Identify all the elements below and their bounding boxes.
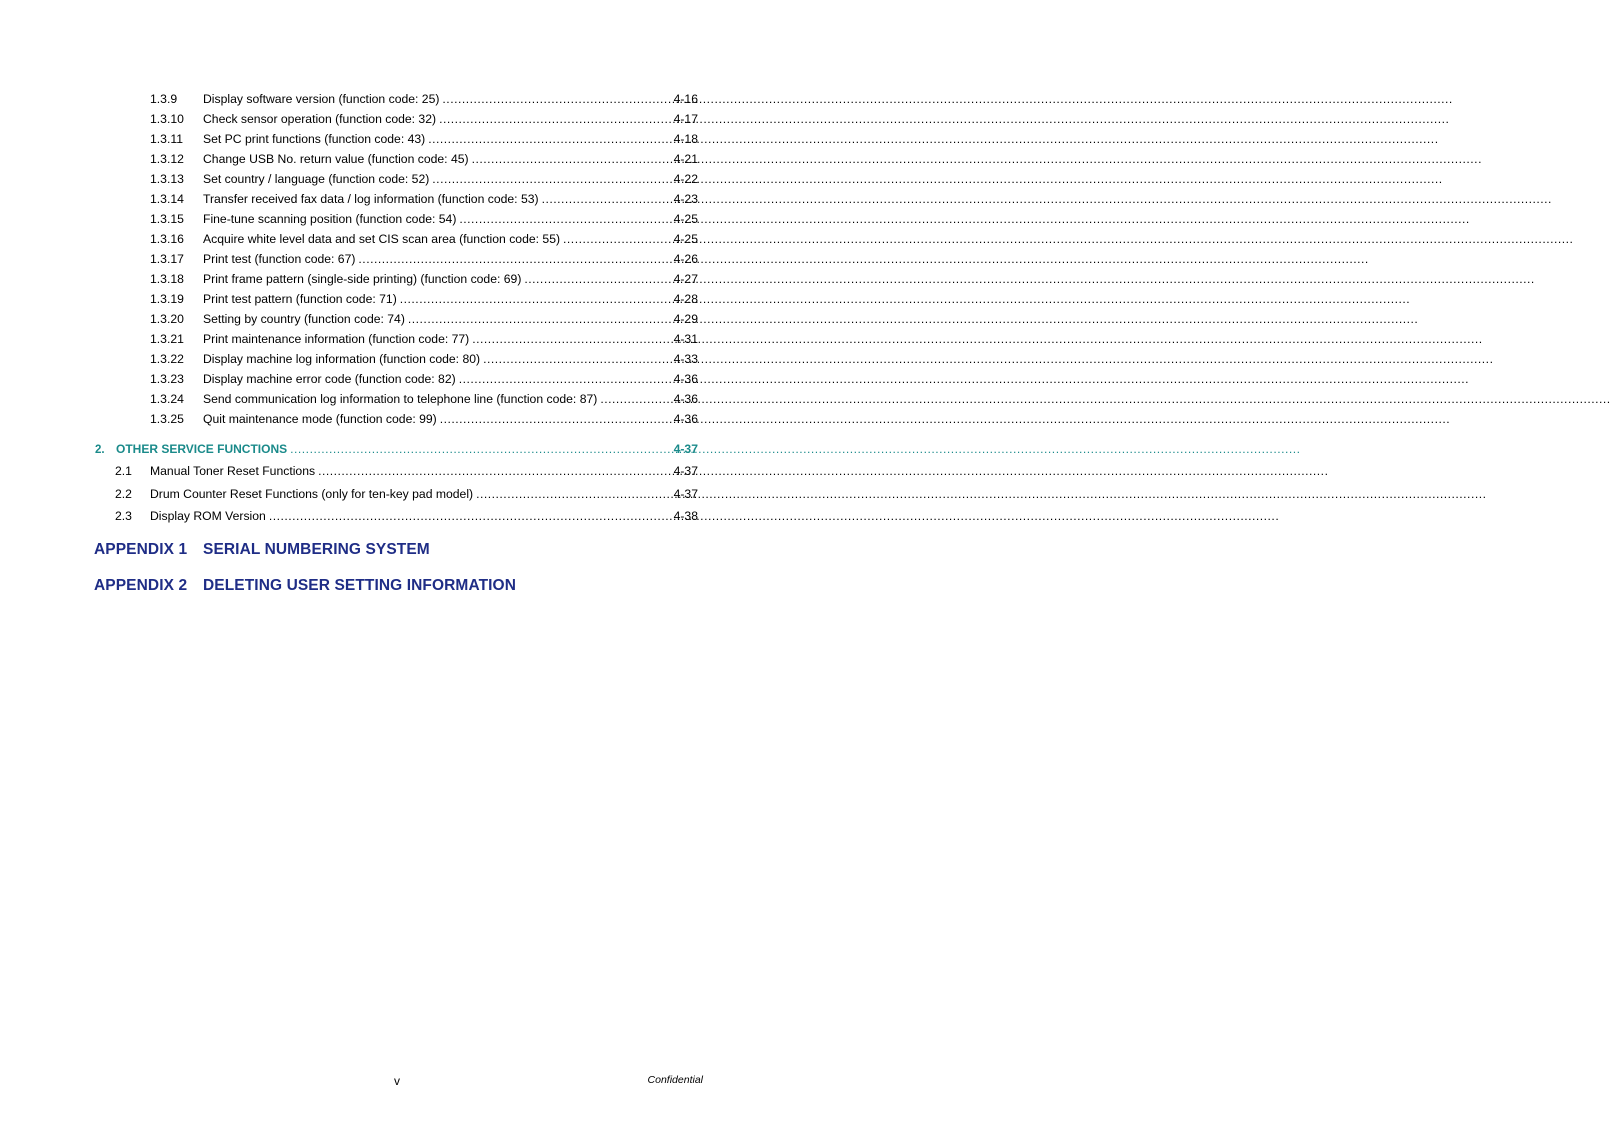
toc-entry-title: Print maintenance information (function code: 77) [203,332,470,346]
toc-entry-number: 1.3.25 [150,412,184,426]
toc-entry-page: 4-31 [673,332,698,346]
toc-entry-title: Check sensor operation (function code: 32) [203,112,437,126]
dot-leader [483,352,671,366]
dot-leader [442,92,670,106]
toc-entry-title: Acquire white level data and set CIS scan area (function code: 55) [203,232,561,246]
toc-entry-title: Drum Counter Reset Functions (only for ten-key pad model) [150,487,474,501]
toc-entry-title: Display machine error code (function code: 82) [203,372,456,386]
toc-entry[interactable] [150,192,698,206]
toc-entry-number: 1.3.19 [150,292,184,306]
toc-entry[interactable] [150,252,698,266]
toc-entry-number: 2.3 [115,509,132,523]
toc-entry[interactable] [115,509,698,523]
confidential-label: Confidential [647,1074,703,1086]
toc-entry-title: Set PC print functions (function code: 43) [203,132,426,146]
toc-entry-page: 4-17 [673,112,698,126]
toc-entry-page: 4-18 [673,132,698,146]
toc-entry[interactable] [150,272,698,286]
toc-entry-page: 4-25 [673,232,698,246]
toc-entry[interactable] [150,232,698,246]
toc-entry-title: Print test pattern (function code: 71) [203,292,397,306]
toc-entry-number: 1.3.12 [150,152,184,166]
dot-leader [318,464,671,478]
toc-entry[interactable] [150,312,698,326]
dot-leader [459,212,670,226]
toc-entry-page: 4-27 [673,272,698,286]
dot-leader [542,192,671,206]
dot-leader [432,172,670,186]
page-number: v [394,1074,400,1088]
toc-entry[interactable] [150,152,698,166]
toc-entry-number: 1.3.10 [150,112,184,126]
toc-entry-page: 4-37 [673,464,698,478]
dot-leader [472,152,671,166]
toc-section-page: 4-37 [673,442,698,456]
toc-entry-title: Display ROM Version [150,509,266,523]
dot-leader [269,509,671,523]
toc-entry-title: Fine-tune scanning position (function code: 54) [203,212,457,226]
toc-entry-title: Send communication log information to telephone line (function code: 87) [203,392,598,406]
toc-entry-page: 4-36 [673,372,698,386]
toc-entry-title: Set country / language (function code: 52) [203,172,430,186]
toc-entry-title: Setting by country (function code: 74) [203,312,405,326]
dot-leader [290,442,670,456]
toc-entry-page: 4-21 [673,152,698,166]
toc-entry-number: 1.3.15 [150,212,184,226]
toc-entry-page: 4-28 [673,292,698,306]
toc-entry-number: 1.3.16 [150,232,184,246]
dot-leader [439,112,671,126]
toc-entry[interactable] [150,352,698,366]
toc-entry[interactable] [150,392,698,406]
appendix-number: APPENDIX 1 [94,541,188,558]
toc-entry-page: 4-33 [673,352,698,366]
toc-entry-number: 1.3.14 [150,192,184,206]
dot-leader [476,487,670,501]
toc-entry-page: 4-37 [673,487,698,501]
toc-entry-page: 4-29 [673,312,698,326]
toc-entry-number: 1.3.18 [150,272,184,286]
toc-entry-number: 1.3.24 [150,392,184,406]
dot-leader [459,372,671,386]
toc-section-title: OTHER SERVICE FUNCTIONS [116,442,288,456]
toc-entry-title: Display software version (function code: 25) [203,92,440,106]
toc-entry-number: 1.3.22 [150,352,184,366]
toc-entry-title: Manual Toner Reset Functions [150,464,316,478]
toc-entry-page: 4-36 [673,392,698,406]
toc-section-heading[interactable] [95,442,698,457]
toc-entry[interactable] [115,464,698,478]
toc-entry-page: 4-23 [673,192,698,206]
dot-leader [563,232,671,246]
toc-entry-title: Print frame pattern (single-side printing) (function code: 69) [203,272,522,286]
toc-entry-page: 4-22 [673,172,698,186]
toc-entry[interactable] [150,132,698,146]
dot-leader [524,272,670,286]
toc-entry-number: 1.3.13 [150,172,184,186]
dot-leader [600,392,670,406]
toc-entry-number: 1.3.21 [150,332,184,346]
dot-leader [358,252,670,266]
appendix-title: DELETING USER SETTING INFORMATION [203,577,517,594]
dot-leader [440,412,671,426]
toc-entry[interactable] [115,487,698,501]
toc-entry-number: 1.3.23 [150,372,184,386]
toc-entry[interactable] [150,412,698,426]
toc-entry-page: 4-36 [673,412,698,426]
dot-leader [400,292,671,306]
toc-entry-page: 4-25 [673,212,698,226]
toc-entry[interactable] [150,372,698,386]
toc-entry-title: Print test (function code: 67) [203,252,356,266]
appendix-title: SERIAL NUMBERING SYSTEM [203,541,430,558]
dot-leader [428,132,670,146]
toc-entry-number: 2.2 [115,487,132,501]
toc-entry[interactable] [150,332,698,346]
toc-entry-number: 1.3.17 [150,252,184,266]
toc-entry-page: 4-26 [673,252,698,266]
toc-entry-number: 1.3.11 [150,132,183,146]
toc-entry-title: Display machine log information (function code: 80) [203,352,481,366]
toc-entry[interactable] [150,112,698,126]
toc-entry-title: Quit maintenance mode (function code: 99) [203,412,437,426]
dot-leader [472,332,670,346]
toc-entry-title: Transfer received fax data / log information (function code: 53) [203,192,539,206]
toc-entry-title: Change USB No. return value (function code: 45) [203,152,469,166]
toc-entry-page: 4-38 [673,509,698,523]
toc-entry[interactable] [150,212,698,226]
toc-entry[interactable] [150,172,698,186]
toc-entry-number: 1.3.9 [150,92,178,106]
toc-entry[interactable] [150,292,698,306]
toc-entry[interactable] [150,92,698,106]
toc-entry-number: 1.3.20 [150,312,184,326]
appendix-heading[interactable] [94,577,516,595]
dot-leader [408,312,671,326]
toc-entry-number: 2.1 [115,464,132,478]
appendix-number: APPENDIX 2 [94,577,188,594]
appendix-heading[interactable] [94,541,430,559]
toc-section-number: 2. [95,444,105,456]
toc-entry-page: 4-16 [673,92,698,106]
